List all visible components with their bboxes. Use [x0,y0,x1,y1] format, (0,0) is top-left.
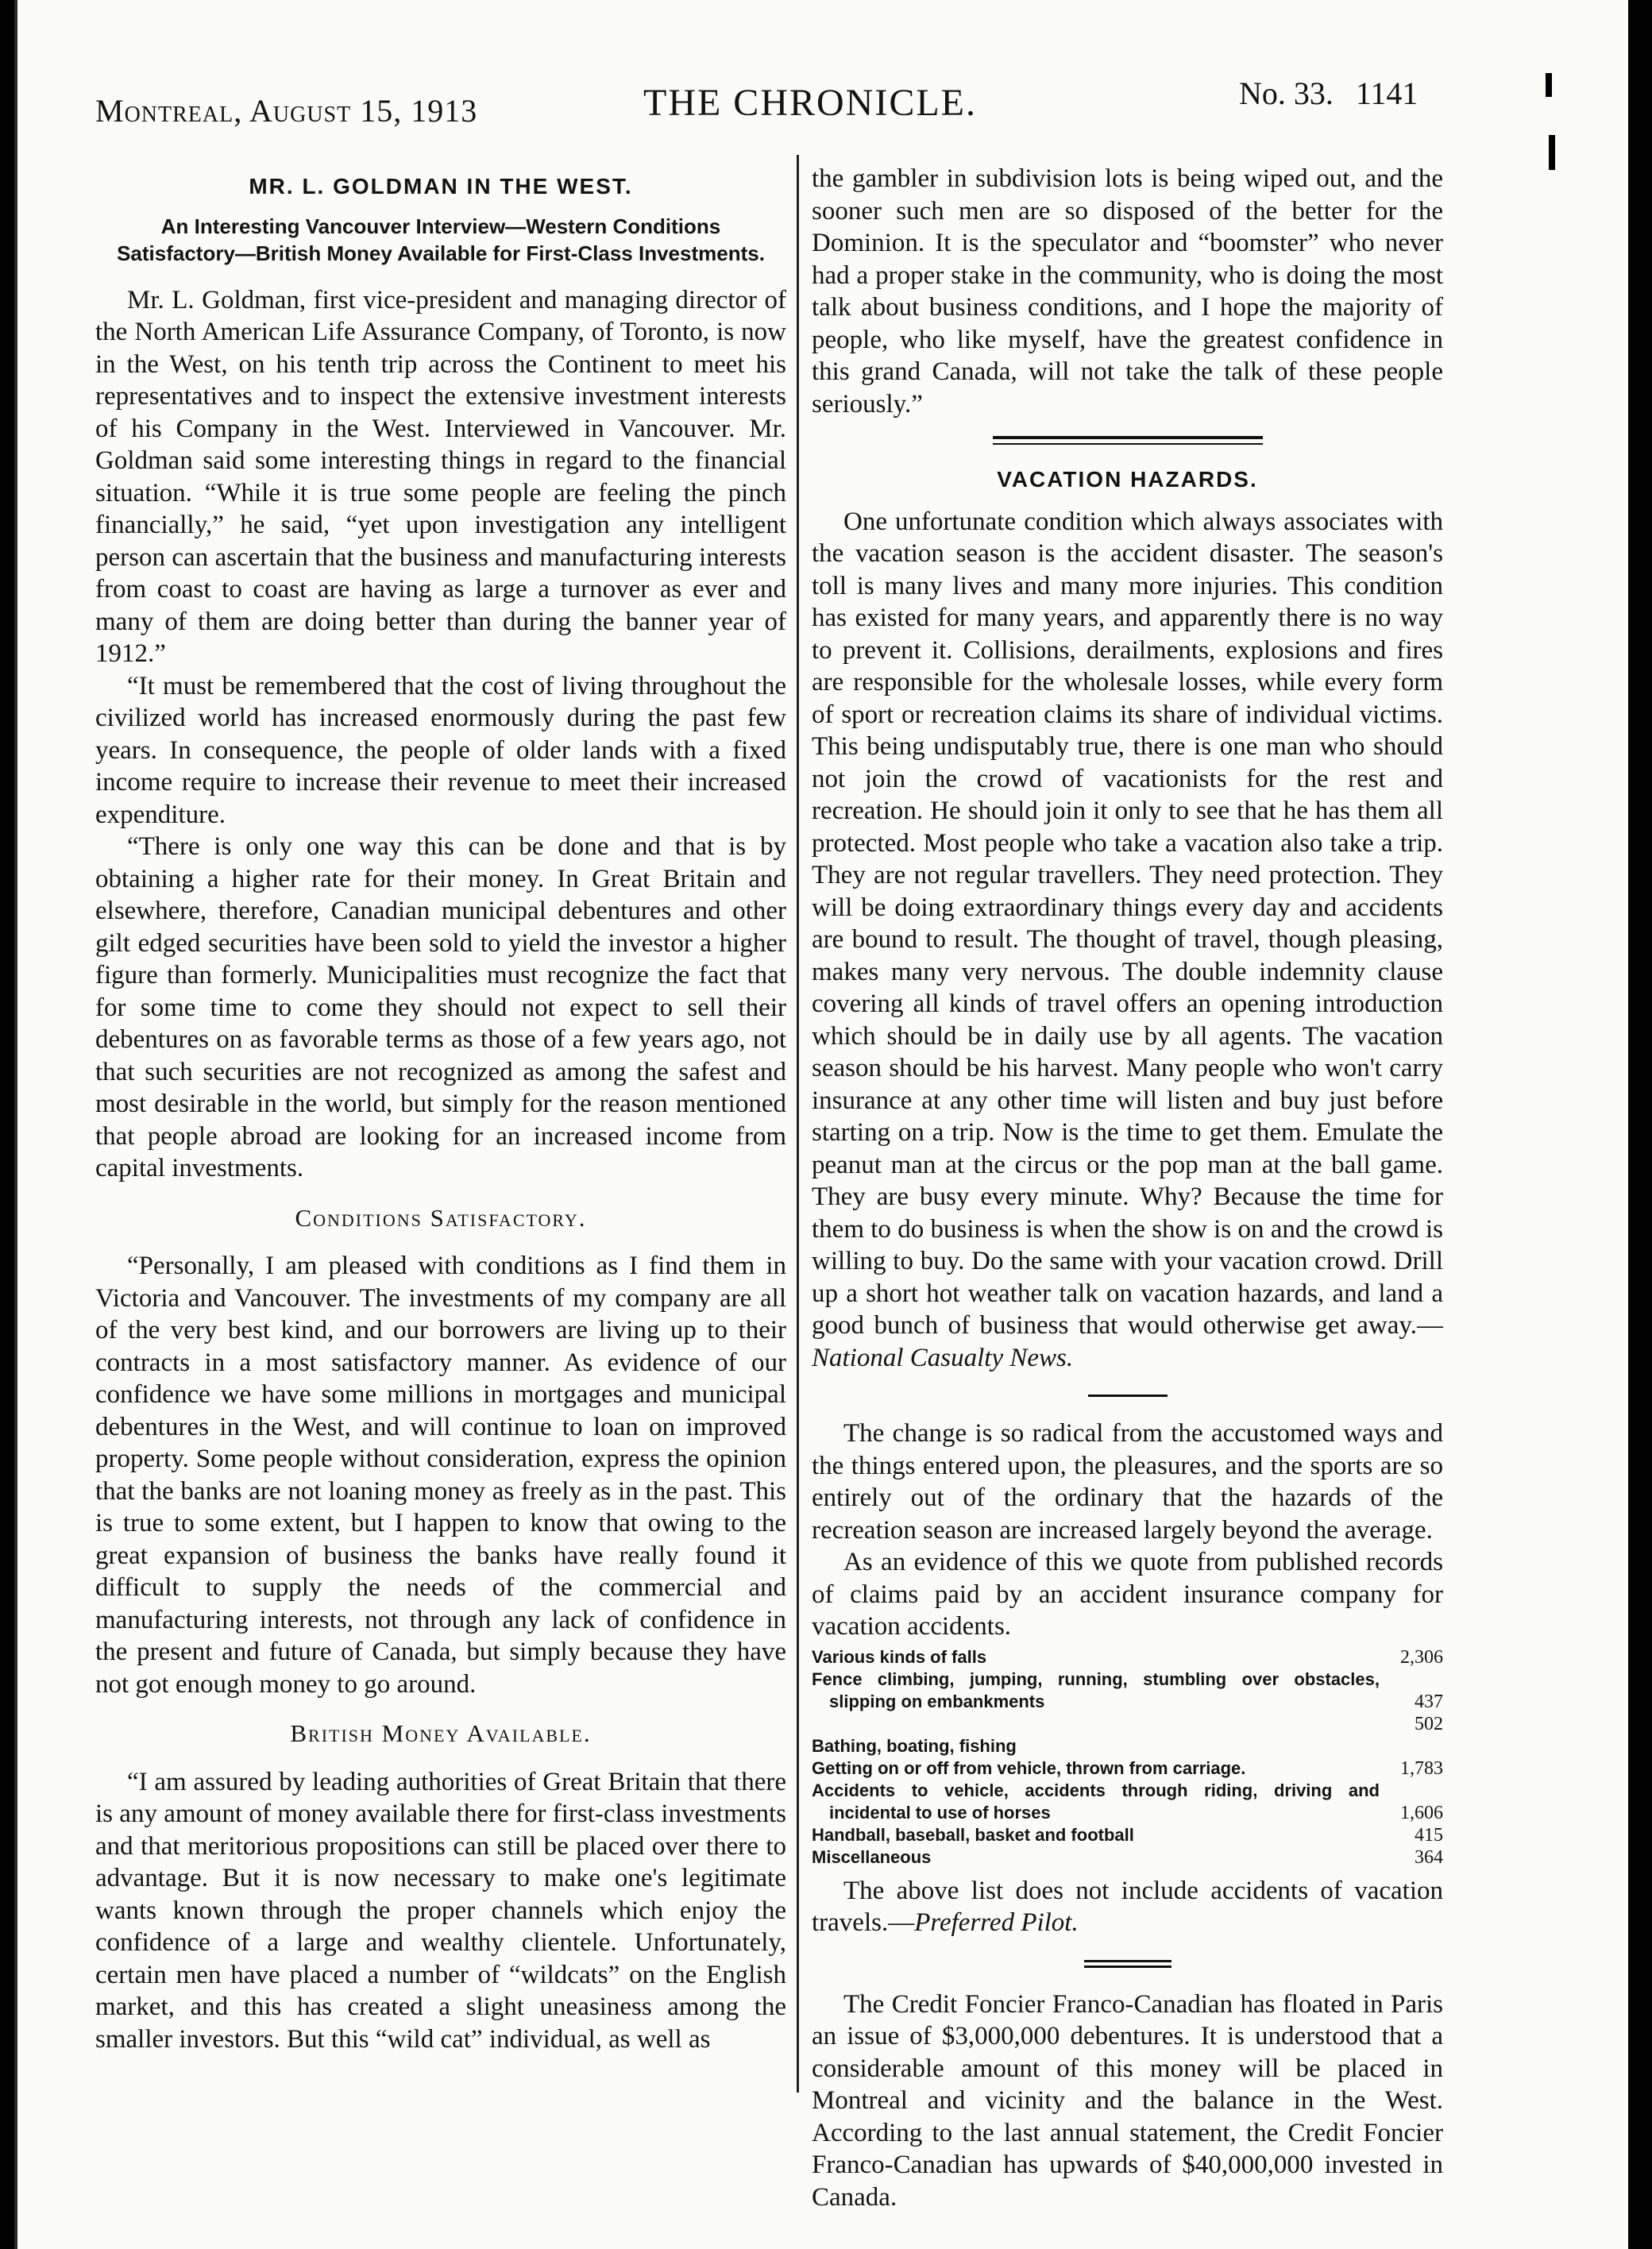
article-subhead: An Interesting Vancouver Interview—Western Conditions Satisfactory—British Money Available for First-Class Investments. [117,214,765,265]
claims-row [812,1846,1443,1869]
short-divider [1084,1960,1171,1968]
vacation-text: One unfortunate condition which always associates with the vacation season is the accident disaster. The season's toll is many lives and many more injuries. This condition has existed for many years, and apparently there is no way to prevent it. Collisions, derailments, explosions and fires are responsible for the wholesale losses, while every form of sport or recreation claims its share of individual victims. This being undisputably true, there is one man who should not join the crowd of vacationists for the rest and recreation. He should join it only to see that he has them all protected. Most people who take a vacation also take a trip. They are not regular travellers. They need protection. They will be doing extraordinary things every day and accidents are bound to result. The thought of travel, though pleasing, makes many very nervous. The double indemnity clause covering all kinds of travel offers an opening introduction which should be in daily use by all agents. The vacation season should be his harvest. Many people who won't carry insurance at any other time will listen and buy just before starting on a trip. Now is the time to get them. Emulate the peanut man at the circus or the pop man at the ball game. They are busy every minute. Why? Because the time for them to do business is when the show is on and the crowd is willing to buy. Do the same with your vacation crowd. Drill up a short hot weather talk on vacation hazards, and land a good bunch of business that would otherwise get away.— [812,507,1443,1340]
page-number: 1141 [1355,75,1418,111]
claims-row [812,1757,1443,1780]
claim-label: Bathing, boating, fishing [812,1735,1017,1756]
claims-row [812,1668,1443,1713]
page-edge-rule [14,0,17,2249]
short-divider [1088,1395,1168,1397]
article-paragraph: “There is only one way this can be done and that is by obtaining a higher rate for their money. In Great Britain and elsewhere, therefore, Canadian municipal debentures and other gilt edged securities have been sold to yield the investor a higher figure than formerly. Municipalities must recognize the fact that for some time to come they should not expect to sell their debentures on as favorable terms as those of a few years ago, not that such securities are not recognized as among the safest and most desirable in the world, but simply for the reason mentioned that people abroad are looking for an increased income from capital investments. [95,832,786,1182]
claims-row [812,1646,1443,1668]
section-divider [993,436,1263,445]
claim-label: Fence climbing, jumping, running, stumbling over obstacles, slipping on embankments [812,1668,1380,1711]
claims-row [812,1713,1443,1735]
claim-value: 437 [1415,1691,1443,1712]
claims-row [812,1735,1443,1757]
claim-label: Miscellaneous [812,1846,932,1867]
section-heading: Conditions Satisfactory. [295,1203,587,1232]
claim-label: Various kinds of falls [812,1646,987,1667]
claim-value: 415 [1415,1824,1443,1846]
article-paragraph: “Personally, I am pleased with conditions as I find them in Victoria and Vancouver. The investments of my company are all of the very best kind, and our borrowers are living up to their contracts in a most satisfactory manner. As evidence of our confidence we have some millions in mortgages and municipal debentures in the West, and will continue to loan on improved property. Some people without consideration, express the opinion that the banks are not loaning money as freely as in the past. This is true to some extent, but I happen to know that owing to the great expansion of business the banks have really found it difficult to supply the needs of the commercial and manufacturing interests, not through any lack of confidence in the present and future of Canada, but simply because they have not got enough money to go around. [95,1252,786,1699]
issue-info [1239,75,1432,112]
article-paragraph [812,506,1443,1375]
claim-value: 2,306 [1400,1646,1443,1668]
claims-row [812,1780,1443,1824]
article-paragraph: The change is so radical from the accustomed ways and the things entered upon, the pleasures, and the sports are so entirely out of the ordinary that the hazards of the recreation season are increased largely beyond the average. [812,1419,1443,1545]
claim-value: 364 [1415,1846,1443,1868]
claim-label: Accidents to vehicle, accidents through riding, driving and incidental to use of horses [812,1780,1380,1823]
place-date: Montreal, August 15, 1913 [95,93,478,129]
claim-value: 1,783 [1400,1757,1443,1779]
article-paragraph: Mr. L. Goldman, first vice-president and managing director of the North American Life Assurance Company, of Toronto, is now in the West, on his tenth trip across the Continent to meet his representatives and to inspect the extensive investment interests of his Company in the West. Interviewed in Vancouver. Mr. Goldman said some interesting things in regard to the financial situation. “While it is true some people are feeling the pinch financially,” he said, “yet upon investigation any intelligent person can ascertain that the business and manufacturing interests from coast to coast are having as large a turnover as ever and many of them are doing better than during the banner year of 1912.” [95,285,786,668]
claim-value: 502 [1415,1713,1443,1734]
binding-mark [1549,135,1555,170]
section-heading: British Money Available. [290,1719,592,1747]
article-paragraph [812,1875,1443,1939]
article-headline: VACATION HAZARDS. [997,467,1258,492]
page-header [0,70,1628,133]
article-paragraph: “It must be remembered that the cost of living throughout the civilized world has increased enormously during the past few years. In consequence, the people of older lands with a fixed income require to increase their revenue to meet their increased expenditure. [95,671,786,829]
publication-title: THE CHRONICLE. [643,82,977,124]
claims-row [812,1824,1443,1846]
list-note: The above list does not include accidents of vacation travels.— [812,1876,1443,1937]
left-column [95,163,786,2055]
claim-label: Handball, baseball, basket and football [812,1824,1134,1845]
binding-mark [1628,0,1652,2249]
source-credit: National Casualty News. [812,1343,1074,1372]
article-headline: MR. L. GOLDMAN IN THE WEST. [249,174,633,199]
claim-label: Getting on or off from vehicle, thrown from carriage. [812,1757,1246,1778]
article-paragraph: As an evidence of this we quote from published records of claims paid by an accident insurance company for vacation accidents. [812,1548,1443,1641]
column-divider [797,155,799,2093]
article-paragraph: “I am assured by leading authorities of Great Britain that there is any amount of money available there for first-class investments and that meritorious propositions can still be placed over there to advantage. But it is now necessary to make one's legitimate wants known through the proper channels which enjoy the confidence of a large and wealthy clientele. Unfortunately, certain men have placed a number of “wildcats” on the English market, and this has created a slight uneasiness among the smaller investors. But this “wild cat” individual, as well as [95,1767,786,2054]
source-credit: Preferred Pilot. [914,1908,1079,1937]
claim-value: 1,606 [1400,1802,1443,1823]
right-column [812,163,1443,2213]
claims-table [812,1646,1443,1869]
article-paragraph: The Credit Foncier Franco-Canadian has floated in Paris an issue of $3,000,000 debentures. It is understood that a considerable amount of this money will be placed in Montreal and vicinity and the balance in the West. According to the last annual statement, the Credit Foncier Franco-Canadian has upwards of $40,000,000 invested in Canada. [812,1989,1443,2212]
article-continuation: the gambler in subdivision lots is being wiped out, and the sooner such men are so disposed of the better for the Dominion. It is the speculator and “boomster” who never had a proper stake in the community, who is doing the most talk about business conditions, and I hope the majority of people, who like myself, have the greatest confidence in this grand Canada, will not take the talk of these people seriously.” [812,164,1443,419]
issue-number: No. 33. [1239,75,1334,111]
